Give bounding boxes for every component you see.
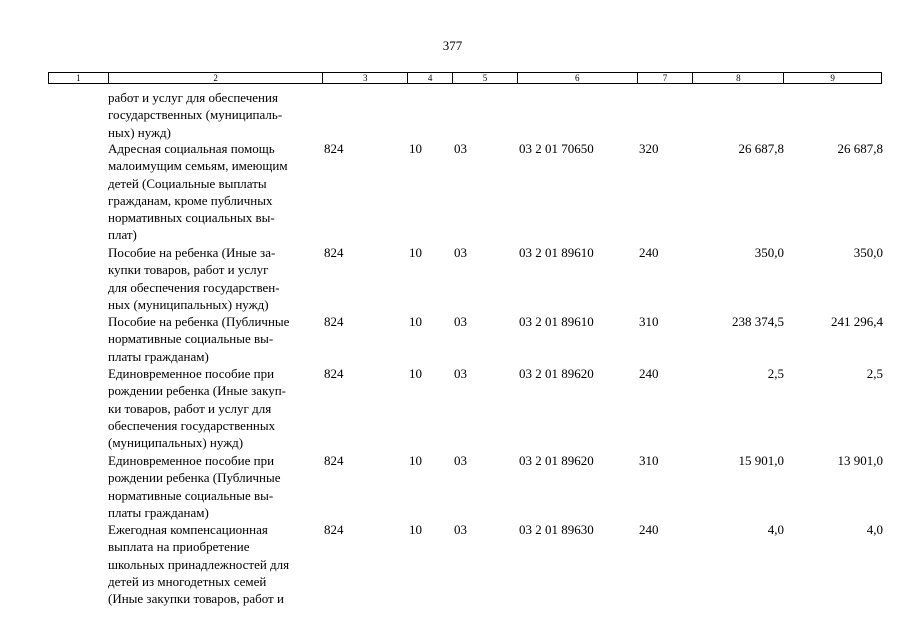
header-col-1: 1 xyxy=(49,73,109,83)
subsection-code: 03 xyxy=(454,245,467,260)
row-description: Единовременное пособие при рождении ребенка (Публичные нормативные социальные вы- платы гражданам) xyxy=(108,453,281,520)
row-description: работ и услуг для обеспечения государственных (муниципаль- ных) нужд) xyxy=(108,90,283,140)
row-description: Пособие на ребенка (Публичные нормативные социальные вы- платы гражданам) xyxy=(108,314,290,364)
amount-col-8: 15 901,0 xyxy=(738,453,784,468)
amount-col-9: 350,0 xyxy=(853,245,883,260)
target-article-code: 03 2 01 89630 xyxy=(519,522,594,537)
ministry-code: 824 xyxy=(324,453,344,468)
header-col-5: 5 xyxy=(453,73,518,83)
section-code: 10 xyxy=(409,314,422,329)
table-header xyxy=(48,72,882,84)
row-description: Ежегодная компенсационная выплата на приобретение школьных принадлежностей для детей из многодетных семей (Иные закупки товаров, работ и xyxy=(108,522,290,607)
expense-type-code: 320 xyxy=(639,141,659,156)
subsection-code: 03 xyxy=(454,141,467,156)
section-code: 10 xyxy=(409,366,422,381)
amount-col-8: 238 374,5 xyxy=(732,314,784,329)
header-col-3: 3 xyxy=(323,73,408,83)
header-col-6: 6 xyxy=(518,73,638,83)
amount-col-9: 4,0 xyxy=(866,522,883,537)
page-number: 377 xyxy=(442,38,463,53)
amount-col-8: 2,5 xyxy=(767,366,784,381)
ministry-code: 824 xyxy=(324,314,344,329)
ministry-code: 824 xyxy=(324,245,344,260)
amount-col-8: 26 687,8 xyxy=(738,141,784,156)
amount-col-8: 4,0 xyxy=(767,522,784,537)
ministry-code: 824 xyxy=(324,366,344,381)
ministry-code: 824 xyxy=(324,141,344,156)
row-description: Единовременное пособие при рождении ребенка (Иные закуп- ки товаров, работ и услуг для обеспечения государственных (муниципальных) нужд) xyxy=(108,366,286,451)
row-description: Пособие на ребенка (Иные за- купки товаров, работ и услуг для обеспечения государствен- ных (муниципальных) нужд) xyxy=(108,245,280,312)
section-code: 10 xyxy=(409,453,422,468)
row-description: Адресная социальная помощь малоимущим семьям, имеющим детей (Социальные выплаты гражданам, кроме публичных нормативных социальных вы- плат) xyxy=(108,141,288,243)
subsection-code: 03 xyxy=(454,314,467,329)
section-code: 10 xyxy=(409,245,422,260)
header-col-4: 4 xyxy=(408,73,453,83)
expense-type-code: 310 xyxy=(639,314,659,329)
header-col-8: 8 xyxy=(693,73,784,83)
amount-col-9: 13 901,0 xyxy=(837,453,883,468)
header-col-9: 9 xyxy=(830,73,835,83)
subsection-code: 03 xyxy=(454,453,467,468)
expense-type-code: 310 xyxy=(639,453,659,468)
target-article-code: 03 2 01 89620 xyxy=(519,366,594,381)
target-article-code: 03 2 01 70650 xyxy=(519,141,594,156)
target-article-code: 03 2 01 89620 xyxy=(519,453,594,468)
subsection-code: 03 xyxy=(454,366,467,381)
ministry-code: 824 xyxy=(324,522,344,537)
amount-col-9: 26 687,8 xyxy=(837,141,883,156)
expense-type-code: 240 xyxy=(639,366,659,381)
amount-col-9: 241 296,4 xyxy=(831,314,883,329)
target-article-code: 03 2 01 89610 xyxy=(519,245,594,260)
subsection-code: 03 xyxy=(454,522,467,537)
amount-col-9: 2,5 xyxy=(866,366,883,381)
header-col-7: 7 xyxy=(638,73,694,83)
expense-type-code: 240 xyxy=(639,522,659,537)
target-article-code: 03 2 01 89610 xyxy=(519,314,594,329)
expense-type-code: 240 xyxy=(639,245,659,260)
header-col-2: 2 xyxy=(109,73,323,83)
amount-col-8: 350,0 xyxy=(754,245,784,260)
section-code: 10 xyxy=(409,522,422,537)
section-code: 10 xyxy=(409,141,422,156)
